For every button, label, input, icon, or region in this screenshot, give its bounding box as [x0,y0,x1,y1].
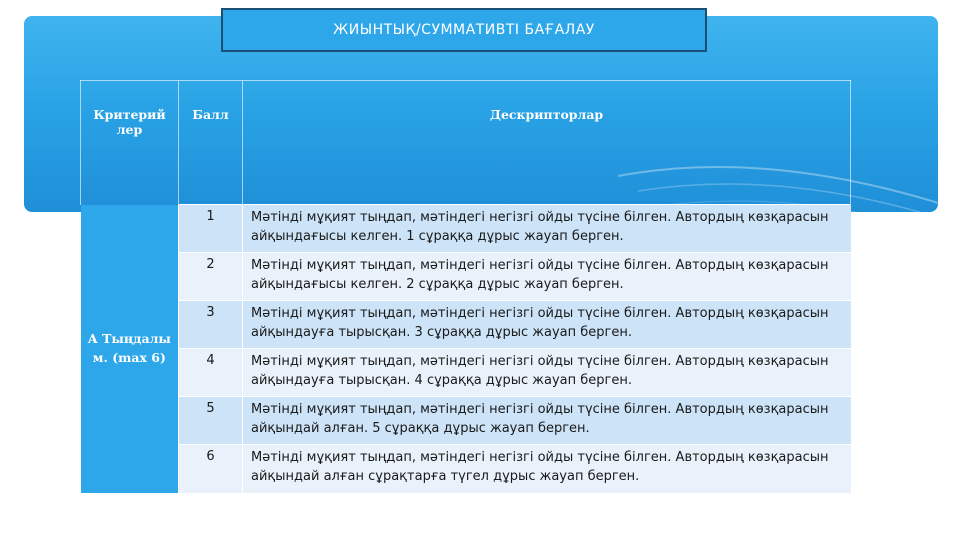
descriptor-cell: Мәтінді мұқият тыңдап, мәтіндегі негізгі ойды түсіне білген. Автордың көзқарасын айқындағысы келген. 2 сұраққа дұрыс жауап берген. [243,253,851,301]
table-row [81,397,851,445]
descriptor-cell: Мәтінді мұқият тыңдап, мәтіндегі негізгі ойды түсіне білген. Автордың көзқарасын айқындай алған. 5 сұраққа дұрыс жауап берген. [243,397,851,445]
table-header-row [81,81,851,205]
descriptor-cell: Мәтінді мұқият тыңдап, мәтіндегі негізгі ойды түсіне білген. Автордың көзқарасын айқындағысы келген. 1 сұраққа дұрыс жауап берген. [243,205,851,253]
table-row [81,349,851,397]
slide-title: ЖИЫНТЫҚ/СУММАТИВТІ БАҒАЛАУ [221,8,707,52]
descriptor-cell: Мәтінді мұқият тыңдап, мәтіндегі негізгі ойды түсіне білген. Автордың көзқарасын айқындай алған сұрақтарға түгел дұрыс жауап берген. [243,445,851,493]
score-cell: 6 [179,445,243,493]
table-row [81,253,851,301]
score-cell: 1 [179,205,243,253]
header-score: Балл [179,81,243,205]
score-cell: 3 [179,301,243,349]
score-cell: 5 [179,397,243,445]
descriptor-cell: Мәтінді мұқият тыңдап, мәтіндегі негізгі ойды түсіне білген. Автордың көзқарасын айқындауға тырысқан. 4 сұраққа дұрыс жауап берген. [243,349,851,397]
table-row [81,205,851,253]
score-cell: 2 [179,253,243,301]
descriptor-cell: Мәтінді мұқият тыңдап, мәтіндегі негізгі ойды түсіне білген. Автордың көзқарасын айқындауға тырысқан. 3 сұраққа дұрыс жауап берген. [243,301,851,349]
header-criteria: Критерий лер [81,81,179,205]
rubric-table [80,80,851,493]
score-cell: 4 [179,349,243,397]
header-descriptors: Дескрипторлар [243,81,851,205]
table-row [81,445,851,493]
criterion-cell: А Тыңдалы м. (max 6) [81,205,179,493]
table-row [81,301,851,349]
